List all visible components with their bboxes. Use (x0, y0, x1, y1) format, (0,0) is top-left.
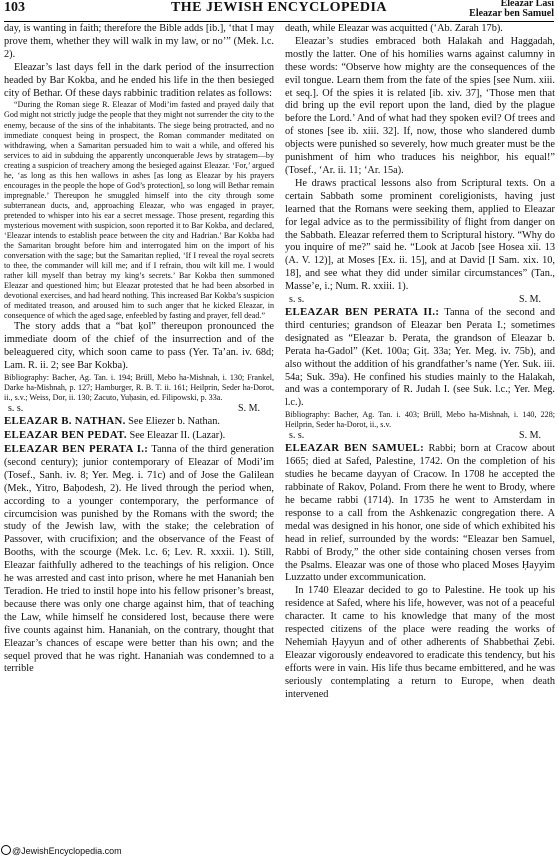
entry-eleazar-ben-perata-ii (285, 306, 555, 410)
entry-text: See Eliezer b. Nathan. (125, 416, 220, 428)
paragraph: Eleazar’s studies embraced both Halakah and Haggadah, mostly the latter. One of his homilies warns against calumny in these words: “Observe how mighty are the consequences of the evil tongue. Learn them from the fate of the spies [see Num. xiii. et seq.]. Of the spies it is related [ib. xiv. 37], ‘Those men that did bring up the evil report upon the land, died by the plague before the Lord.’ And of what had they spoken evil? Of trees and of stones [see ib. xiii. 32]. If, now, those who slandered dumb objects were punished so severely, how much greater must be the punishment of him who traduces his neighbor, his equal!” (Tosef., ‘Ar. ii. 11; ‘Ar. 15a). (285, 35, 555, 176)
footer-link[interactable]: @JewishEncyclopedia.com (12, 846, 122, 856)
bibliography: Bibliography: Bacher, Ag. Tan. i. 194; Brüll, Mebo ha-Mishnah, i. 130; Frankel, Darke ha-Mishnah, p. 127; Hamburger, R. B. T. ii. 161; Heilprin, Seder ha-Dorot, ii., s.v.; Weiss, Dor, ii. 130; Zacuto, Yuḥasin, ed. Filipowski, p. 33a. (4, 373, 274, 403)
header-rule (4, 21, 554, 22)
entry-headword: ELEAZAR BEN PERATA II.: (285, 306, 440, 319)
entry-eleazar-b-nathan (4, 415, 274, 429)
paragraph: He draws practical lessons also from Scriptural texts. On a certain Sabbath some prominent coreligionists, having just learned that the Romans were seeking them, applied to Eleazar for legal advice as to the permissibility of flight from danger on the Sabbath. Eleazar referred them to Scriptural history. “Why do you inquire of me?” said he. “Look at Jacob [see Hosea xii. 13 (A. V. 12)], at Moses [Ex. ii. 15], and at David [I Sam. xix. 10, 18], and see what they did under similar circumstances” (Tan., Masse’e, i.; Num. R. xxiii. 1). (285, 177, 555, 293)
left-column (4, 23, 274, 676)
paragraph: The story adds that a “bat ḳol” thereupon pronounced the immediate doom of the chief of the insurrection and of the beleaguered city, which soon came to pass (Yer. Ta’an. iv. 68d; Lam. R. ii. 2; see Bar Kokba). (4, 321, 274, 372)
block-quote: “During the Roman siege R. Eleazar of Modi’im fasted and prayed daily that God might not strictly judge the people that they might not surrender the city to the enemy, because of the sins of the inhabitants. The siege being protracted, and no immediate conquest being in prospect, the Roman commander meditated on withdrawing, when a Samaritan persuaded him to wait a while, and offered his services to aid in subduing the apparently unconquerable Jews by stratagem—by creating a suspicion of treachery among the besieged against Eleazar. ‘For,’ argued he, ‘as long as this hen wallows in ashes [as long as Eleazar by his prayers encourages in the people the hope of God’s protection], so long will Bethar remain impregnable.’ Thereupon he smuggled himself into the city through some subterranean ducts, and, approaching Eleazar, who was engaged in prayer, pretended to whisper into his ear a secret message. Those present, regarding this mysterious movement with suspicion, soon reported it to Bar Kokba, and declared, ‘Eleazar intends to establish peace between the city and Hadrian.’ Bar Kokba had the Samaritan brought before him and interrogated him on the import of his conversation with the sage; but the Samaritan replied, ‘If I reveal the royal secrets to thee, the commander will kill me; and if I refrain, thou wilt kill me. I would rather kill myself than betray my king’s secrets.’ Bar Kokba then summoned Eleazar and questioned him; but Eleazar protested that he had been absorbed in devotional exercises, and had heard nothing. This increased Bar Kokba’s suspicion of meditated treason, and aroused him to such anger that he kicked Eleazar, in consequence of which the aged sage, enfeebled by fasting and prayer, fell dead.” (4, 100, 274, 321)
running-head (469, 0, 554, 19)
page-number: 103 (4, 0, 25, 15)
paragraph: Eleazar’s last days fell in the dark period of the insurrection headed by Bar Kokba, and he ended his life in the then besieged city of Bethar. Of these days rabbinic tradition relates as follows: (4, 61, 274, 99)
signature-code: s. s. (289, 430, 305, 442)
entry-text: See Eleazar II. (Lazar). (126, 430, 226, 442)
paragraph: day, is wanting in faith; therefore the Bible adds [ib.], ‘that I may prove them, whether they will walk in my law, or no’” (Mek. l.c. 2). (4, 23, 274, 60)
running-head-last: Eleazar ben Samuel (469, 8, 554, 19)
page-title: THE JEWISH ENCYCLOPEDIA (170, 0, 388, 15)
globe-icon (1, 845, 11, 855)
right-column (285, 23, 555, 702)
site-footer[interactable] (1, 845, 122, 856)
paragraph: In 1740 Eleazar decided to go to Palestine. He took up his residence at Safed, where his life, however, was not of a peaceful character. It came to his knowledge that many of the most respected citizens of the place were reading the works of Nehemiah Ḥayyun and of other adherents of Shabbethai Ẓebi. Eleazar vigorously endeavored to eradicate this tendency, but his efforts were in vain. His life thus became embittered, and he was seriously contemplating a return to Europe, when death intervened (285, 585, 555, 700)
entry-text: Rabbi; born at Cracow about 1665; died at Safed, Palestine, 1742. On the completion of his studies he became dayyan of Cracow. In 1708 he accepted the rabbinate of Rakov, Poland. From there he went to Brody, where he became rabbi (1714). In 1735 he went to Amsterdam in response to a call from the Ashkenazic congregation there. A medal was designed in his honor, one side of which exhibited his head in relief, surrounded by the words: “Eleazar ben Samuel, Rabbi of Brody,” the other side containing chosen verses from the Psalms. Eleazar was one of those who placed Moses Ḥayyim Luzzatto under excommunication. (285, 443, 555, 584)
signature-code: s. s. (289, 294, 305, 306)
entry-eleazar-ben-samuel (285, 442, 555, 585)
entry-headword: ELEAZAR BEN PERATA I.: (4, 443, 149, 456)
entry-eleazar-ben-perata-i (4, 443, 274, 676)
entry-headword: ELEAZAR BEN PEDAT. (4, 429, 127, 442)
entry-headword: ELEAZAR B. NATHAN. (4, 415, 126, 428)
entry-text: Tanna of the third generation (second century); junior contemporary of Eleazar of Modi’im (Tosef., Sanh. iv. 8; Yer. Meg. i. 71c) and of Jose the Galilean (Mek., Yitro, Baḥodesh, 2). He lived through the period when, according to a younger contemporary, the performance of circumcision was punished by the Romans with the sword; the study of the Jewish law, with the stake; the celebration of Passover, with crucifixion; and the observance of the Feast of Booths, with the scourge (Mek. l.c. 6; Lev. R. xxxii. 1). Still, Eleazar faithfully adhered to the teachings of his religion. Once he was arrested and cast into prison, where he met Hananiah ben Teradion. He tried to instil hope into his fellow prisoner’s breast, because there was only one charge against him, that of teaching the Law, while himself he considered lost, because there were five counts against him. Hananiah, on the contrary, thought that Eleazar’s chances of escape were better than his own; and the sequel proved that he was right. Hananiah was condemned to a terrible (4, 444, 274, 675)
signature-line (285, 294, 555, 306)
signature-author: S. M. (519, 294, 541, 306)
signature-author: S. M. (238, 403, 260, 415)
entry-text: Tanna of the second and third centuries; grandson of Eleazar ben Perata I.; sometimes designated as “Eleazar b. Perata, the grandson of Eleazar b. Perata ha-Gadol” (Ket. 100a; Giṭ. 33a; Yer. Meg. iv. 75b), and also without the addition of his grandfather’s name (Yer. Suk. iii. 54a; Suk. 39a). He confined his studies mainly to the Halakah, and was a contemporary of R. Judah I. (see Suk. l.c.; Yer. Meg. l.c.). (285, 307, 555, 409)
bibliography: Bibliography: Bacher, Ag. Tan. i. 403; Brüll, Mebo ha-Mishnah, i. 140, 228; Heilprin, Seder ha-Dorot, ii., s.v. (285, 410, 555, 430)
signature-code: s. s. (8, 403, 24, 415)
page-header (4, 0, 554, 22)
paragraph: death, while Eleazar was acquitted (‘Ab. Zarah 17b). (285, 23, 503, 34)
entry-eleazar-ben-pedat (4, 429, 274, 443)
entry-headword: ELEAZAR BEN SAMUEL: (285, 442, 425, 455)
running-head-first: Eleazar Lasi (500, 0, 554, 9)
signature-line (4, 403, 274, 415)
signature-line (285, 430, 555, 442)
signature-author: S. M. (519, 430, 541, 442)
